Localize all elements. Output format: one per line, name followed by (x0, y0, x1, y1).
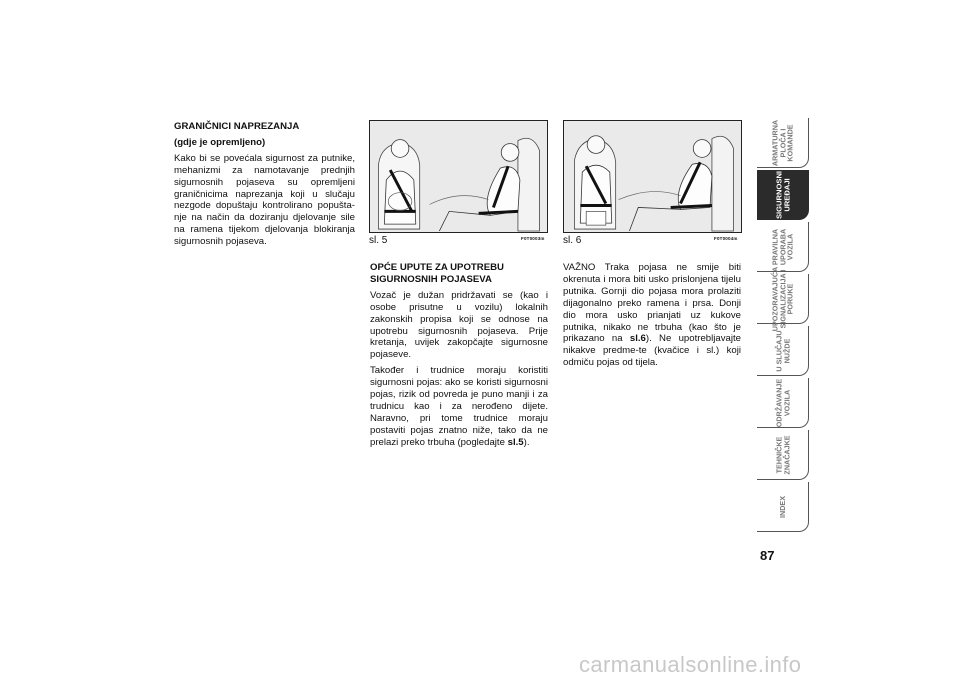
tab-safety-devices[interactable] (757, 170, 809, 220)
section-heading-force-limiters: GRANIČNICI NAPREZANJA (174, 121, 300, 132)
tab-vehicle-maintenance[interactable] (757, 378, 809, 428)
force-limiters-paragraph: Kako bi se povećala sigurnost za putnike, mehanizmi za namotavanje prednjih sigurnosnih pojaseva su opremljeni graničnicima naprezanja koji u slučaju nezgode dopuštaju kontrolirano popušta-nje na način da doziranju djelovanje sile na ramena tijekom djelovanja blokiranja sigurnosnih pojaseva. (174, 152, 355, 248)
left-column (174, 121, 355, 252)
general-instructions-paragraph-1: Vozač je dužan pridržavati se (kao i osobe prisutne u vozilu) lokalnih zakonskih propisa koji se odnose na upotrebu sigurnosnih pojaseva. Prije kretanja, uvijek zakopčajte sigurnosne pojaseve. (370, 289, 548, 361)
tab-label: U SLUČAJU NUŽDE (773, 329, 791, 372)
figure-5-caption: sl. 5 (369, 235, 388, 246)
tab-label: INDEX (777, 495, 787, 518)
pregnancy-text: Također i trudnice moraju koristiti sigurnosni pojas: ako se koristi sigurnosni pojas, rizik od povreda je puno manji i za trudnicu kao i za nerođeno dijete. Naravno, pri tome trudnice moraju postaviti pojas znatno niže, tako da ne prelazi preko trbuha (pogledajte (370, 365, 548, 448)
tab-label: UPOZORAVAJUĆA SIGNALIZACIJA I PORUKE (770, 266, 795, 331)
section-subheading: (gdje je opremljeno) (174, 136, 266, 148)
tab-label: ARMATURNA PLOČA I KOMANDE (770, 119, 795, 166)
section-heading-general-instructions (370, 262, 548, 286)
important-text: VAŽNO Traka pojasa ne smije biti okrenuta i mora biti usko prislonjena tijelu putnika. Gornji dio pojasa mora prolaziti dijagonalno preko ramena i prsa. Donji dio mora usko prianjati uz kukove putnika, nikako ne trbuha (kao što je prikazano na (563, 262, 741, 345)
tab-label: TEHNIČKE ZNAČAJKE (773, 434, 791, 475)
important-text-end: ). Ne upotrebljavajte nikakve predme-te (kvačice i sl.) koji odmiču pojas od tijela. (563, 333, 741, 369)
page-number: 87 (760, 548, 775, 563)
tab-correct-vehicle-use[interactable] (757, 222, 809, 272)
figure-6-reference: sl.6 (629, 333, 646, 345)
heading-line-2: SIGURNOSNIH POJASEVA (370, 273, 492, 285)
pregnant-woman-seatbelt-illustration (370, 121, 547, 232)
tab-technical-specifications[interactable] (757, 430, 809, 480)
tab-warning-lights-messages[interactable] (757, 266, 809, 331)
tab-index[interactable] (757, 482, 809, 532)
middle-column (370, 262, 548, 453)
figure-5-reference: sl.5 (507, 436, 524, 448)
figure-5-code: F0T0003m (521, 236, 545, 241)
heading-line-1: OPĆE UPUTE ZA UPOTREBU (370, 262, 504, 273)
tab-label: PRAVILNA UPORABA VOZILA (770, 228, 795, 265)
figure-6-illustration (563, 120, 742, 233)
watermark-text: carmanualsonline.info (579, 652, 802, 677)
right-column (563, 262, 741, 373)
important-paragraph (563, 262, 741, 369)
correct-seatbelt-position-illustration (564, 121, 741, 232)
tab-label: ODRŽAVANJE VOZILA (773, 378, 791, 427)
tab-emergency[interactable] (757, 326, 809, 376)
figure-6-caption: sl. 6 (563, 235, 582, 246)
figure-6-code: F0T0004m (714, 236, 738, 241)
tab-label: SIGURNOSNI UREĐAJI (773, 170, 791, 219)
general-instructions-paragraph-2 (370, 365, 548, 448)
tab-dashboard-controls[interactable] (757, 118, 809, 168)
figure-5-illustration (369, 120, 548, 233)
pregnancy-text-end: ). (523, 436, 530, 448)
